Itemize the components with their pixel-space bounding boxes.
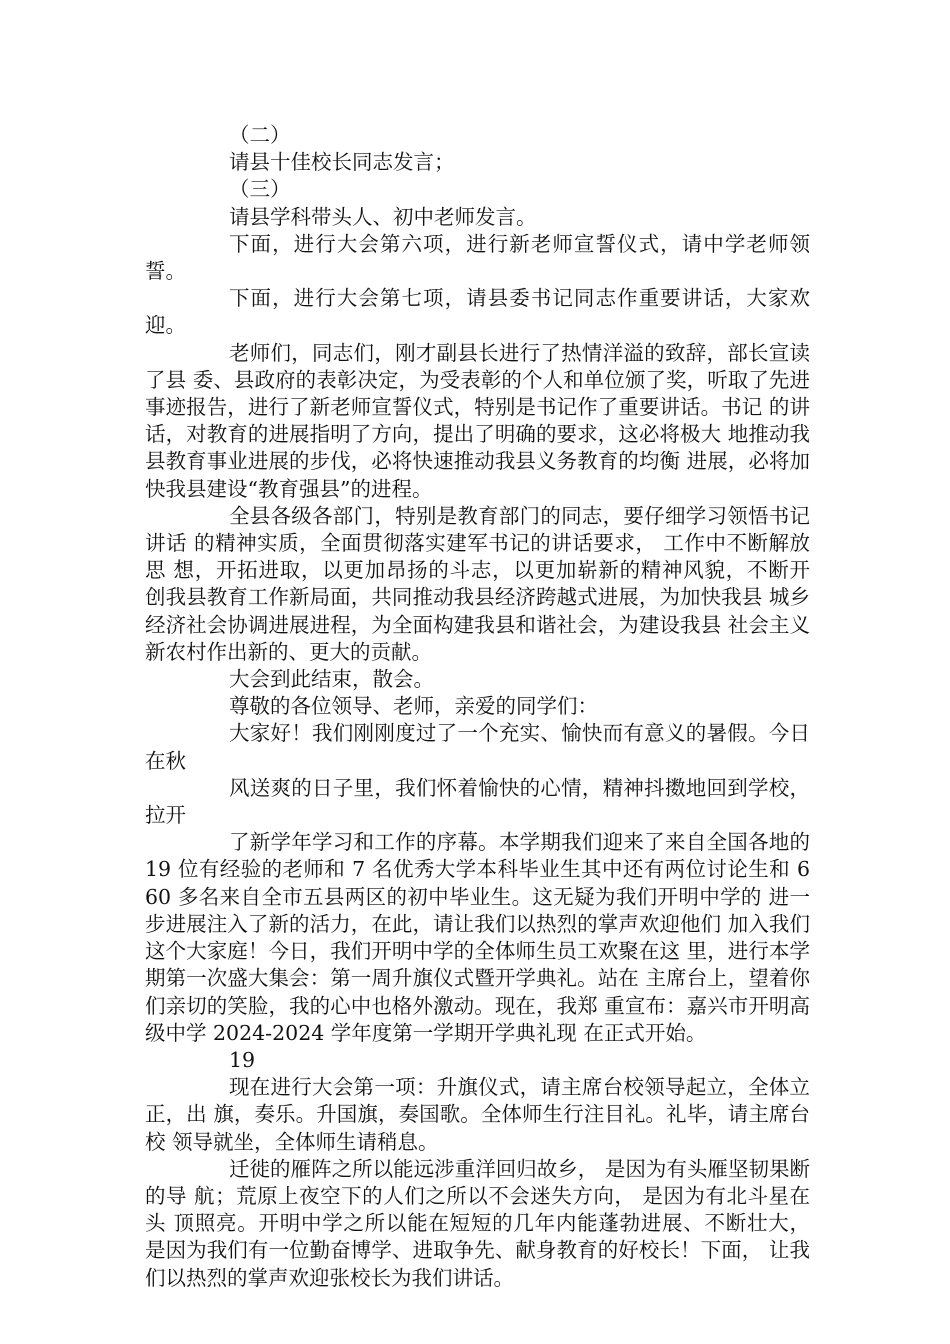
call-to-action-paragraph: 全县各级各部门，特别是教育部门的同志，要仔细学习领悟书记讲话 的精神实质，全面贯彻落实建军书记的讲话要求， 工作中不断解放思 想，开拓进取，以更加昂扬的斗志，以更加崭新的精神风貌，不断开 创我县教育工作新局面，共同推动我县经济跨越式进展，为加快我县 城乡经济社会协调进展进程，为全面构建我县和谐社会，为建设我县 社会主义新农村作出新的、更大的贡献。 — [145, 503, 810, 664]
agenda-item-seven: 下面，进行大会第七项，请县委书记同志作重要讲话，大家欢迎。 — [145, 286, 810, 338]
closing-line: 大会到此结束，散会。 — [229, 667, 434, 692]
section-heading-three: （三） — [229, 177, 291, 202]
salutation: 尊敬的各位领导、老师，亲爱的同学们： — [229, 694, 598, 719]
greeting-paragraph: 大家好！我们刚刚度过了一个充实、愉快而有意义的暑假。今日在秋 — [145, 721, 810, 773]
summary-paragraph: 老师们，同志们，刚才副县长进行了热情洋溢的致辞，部长宣读了县 委、县政府的表彰决定，为受表彰的个人和单位颁了奖，听取了先进 事迹报告，进行了新老师宣誓仪式，特别是书记作了重要讲话。书记 的讲话，对教育的进展指明了方向，提出了明确的要求，这必将极大 地推动我县教育事业进展的步伐，必将快速推动我县义务教育的均衡 进展，必将加快我县建设“教育强县”的进程。 — [145, 340, 810, 501]
flag-ceremony-paragraph: 现在进行大会第一项：升旗仪式，请主席台校领导起立，全体立正，出 旗，奏乐。升国旗，奏国歌。全体师生行注目礼。礼毕，请主席台校 领导就坐，全体师生请稍息。 — [145, 1075, 810, 1154]
opening-announcement: 了新学年学习和工作的序幕。本学期我们迎来了来自全国各地的 19 位有经验的老师和 7 名优秀大学本科毕业生其中还有两位讨论生和 660 多名来自全市五县两区的初中毕业生。这无疑为我们开明中学的 进一步进展注入了新的活力，在此，请让我们以热烈的掌声欢迎他们 加入我们这个大家庭！今日，我们开明中学的全体师生员工欢聚在这 里，进行本学期第一次盛大集会：第一周升旗仪式暨开学典礼。站在 主席台上，望着你们亲切的笑脸，我的心中也格外激动。现在，我郑 重宣布：嘉兴市开明高级中学 2024-2024 学年度第一学期开学典礼现 在正式开始。 — [145, 830, 810, 1045]
speaker-invitation-teacher: 请县学科带头人、初中老师发言。 — [229, 204, 537, 229]
document-body — [145, 122, 810, 1292]
page-number-fragment: 19 — [229, 1047, 256, 1072]
agenda-item-six: 下面，进行大会第六项，进行新老师宣誓仪式，请中学老师领誓。 — [145, 231, 810, 284]
greeting-continuation: 风送爽的日子里，我们怀着愉快的心情，精神抖擞地回到学校，拉开 — [145, 775, 810, 828]
speaker-invitation-principal: 请县十佳校长同志发言； — [229, 150, 455, 175]
principal-introduction: 迁徙的雁阵之所以能远涉重洋回归故乡， 是因为有头雁坚韧果断的导 航；荒原上夜空下的人们之所以不会迷失方向， 是因为有北斗星在头 顶照亮。开明中学之所以能在短短的几年内能蓬勃进展、不断壮大， 是因为我们有一位勤奋博学、进取争先、献身教育的好校长！下面， 让我们以热烈的掌声欢迎张校长为我们讲话。 — [145, 1156, 810, 1290]
section-heading-two: （二） — [229, 123, 291, 147]
